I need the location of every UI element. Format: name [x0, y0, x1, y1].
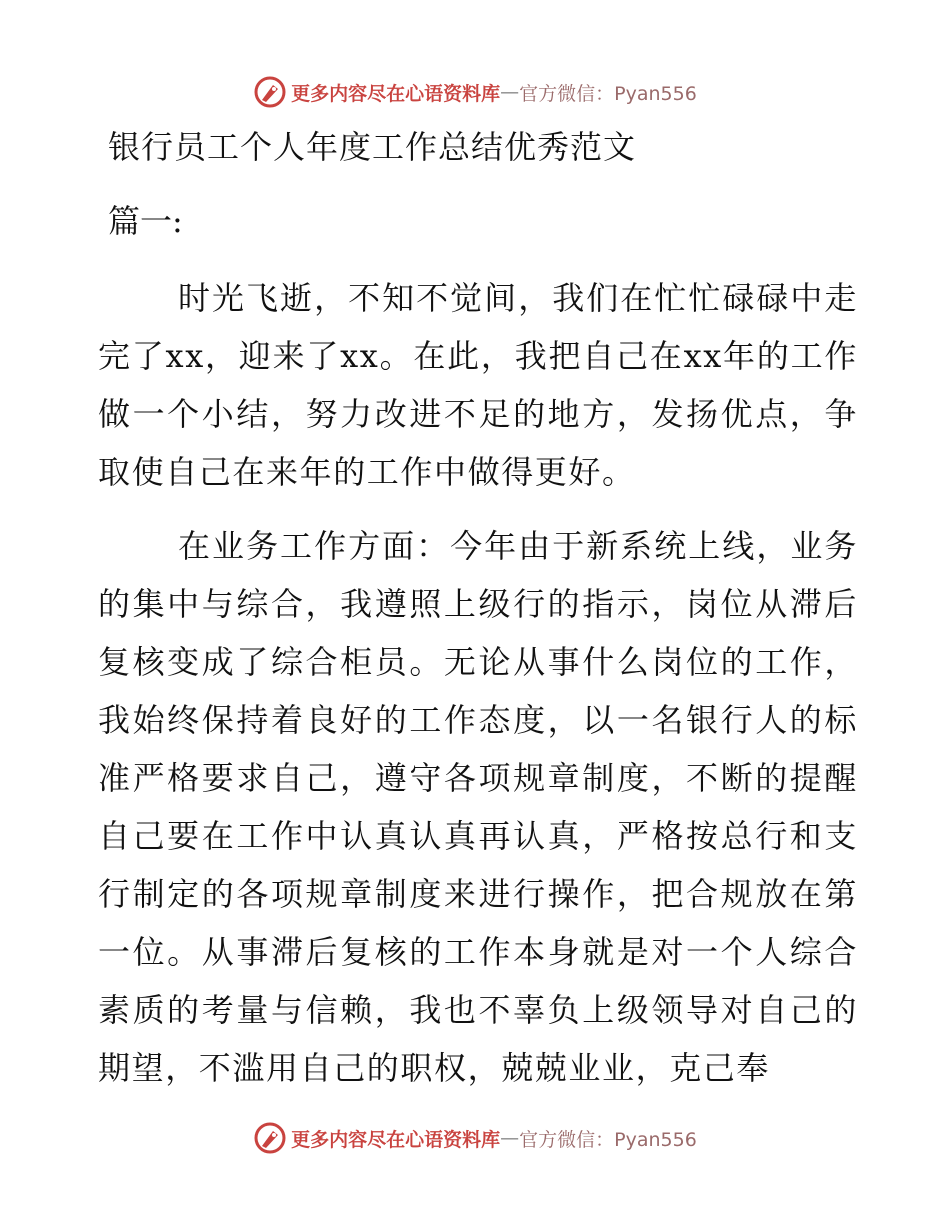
header-watermark-banner — [0, 72, 950, 112]
paragraph-2: 在业务工作方面：今年由于新系统上线，业务的集中与综合，我遵照上级行的指示，岗位从滞后复核变成了综合柜员。无论从事什么岗位的工作，我始终保持着良好的工作态度，以一名银行人的标准严格要求自己，遵守各项规章制度，不断的提醒自己要在工作中认真认真再认真，严格按总行和支行制定的各项规章制度来进行操作，把合规放在第一位。从事滞后复核的工作本身就是对一个人综合素质的考量与信赖，我也不辜负上级领导对自己的期望，不滥用自己的职权，兢兢业业，克己奉 — [98, 527, 858, 1087]
pen-nib-logo-icon — [253, 1121, 287, 1155]
banner-separator: — — [500, 81, 520, 103]
footer-watermark-banner — [0, 1118, 950, 1158]
paragraph-1: 时光飞逝，不知不觉间，我们在忙忙碌碌中走完了xx，迎来了xx。在此，我把自己在xx年的工作做一个小结，努力改进不足的地方，发扬优点，争取使自己在来年的工作中做得更好。 — [98, 279, 858, 491]
banner-wechat-text: 官方微信：Pyan556 — [519, 82, 697, 105]
banner-wechat-text: 官方微信：Pyan556 — [519, 1128, 697, 1151]
section-heading: 篇一: — [108, 202, 183, 240]
banner-brand-text: 更多内容尽在心语资料库 — [291, 82, 501, 105]
banner-brand-text: 更多内容尽在心语资料库 — [291, 1128, 501, 1151]
document-title: 银行员工个人年度工作总结优秀范文 — [108, 128, 637, 166]
banner-separator: — — [500, 1127, 520, 1149]
pen-nib-logo-icon — [253, 75, 287, 109]
